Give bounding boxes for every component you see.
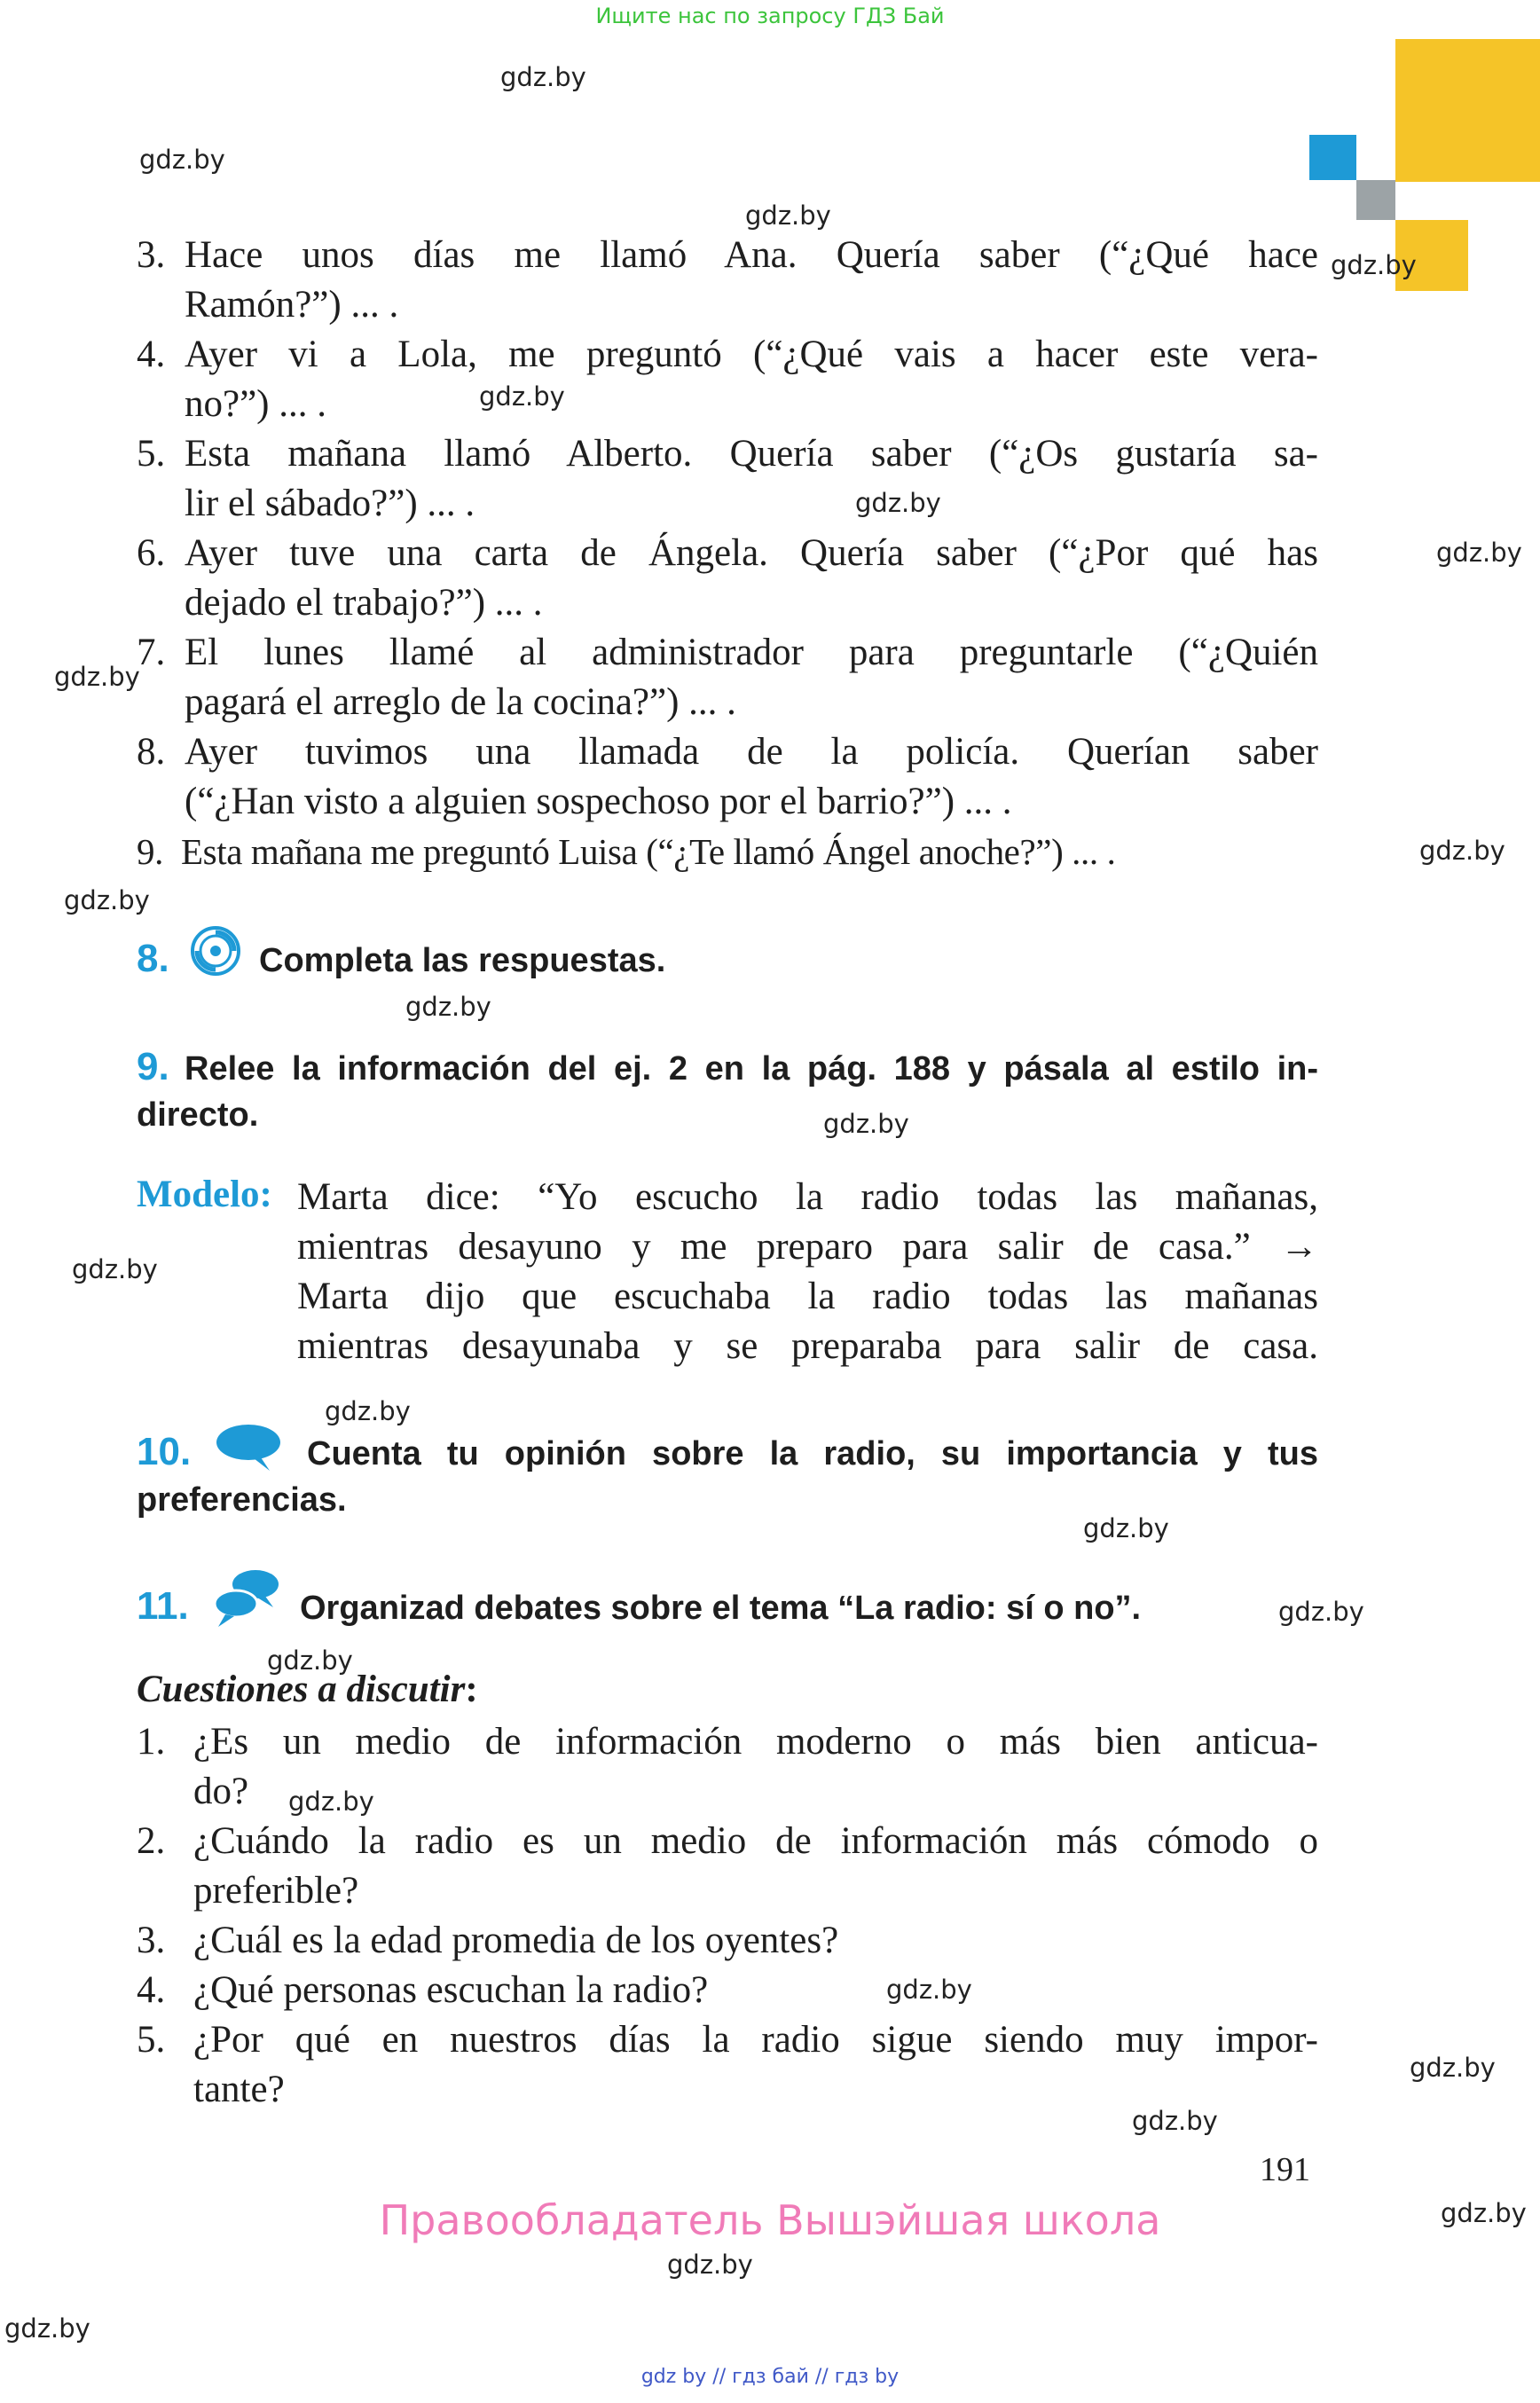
footer-links[interactable]: gdz by // гдз бай // гдз by <box>640 2366 900 2388</box>
modelo-line: mientras desayuno y me preparo para salir de casa.” → <box>297 1226 1318 1268</box>
question-number: 5. <box>137 2019 166 2061</box>
question-text: ¿Es un medio de información moderno o más bien anticua- <box>193 1721 1318 1763</box>
list-item-number: 9. <box>137 831 163 872</box>
list-item-line <box>137 429 1318 479</box>
list-item-text: dejado el trabajo?”) ... . <box>185 582 543 624</box>
watermark: gdz.by <box>1132 2106 1218 2136</box>
exercise-10-instruction-line: preferencias. <box>137 1481 347 1519</box>
list-item-text: El lunes llamé al administrador para preguntarle (“¿Quién <box>185 632 1318 673</box>
question-text: tante? <box>193 2069 285 2110</box>
modelo-label: Modelo: <box>137 1174 272 1215</box>
list-item-text: Esta mañana llamó Alberto. Quería saber (“¿Os gustaría sa- <box>185 433 1318 475</box>
corner-square-yellow-large <box>1395 39 1540 182</box>
list-item-line <box>137 727 1318 777</box>
list-item-number: 7. <box>137 632 166 673</box>
watermark: gdz.by <box>1331 250 1417 280</box>
discussion-questions-title <box>137 1668 478 1711</box>
corner-square-gray <box>1356 180 1395 220</box>
watermark: gdz.by <box>1083 1513 1169 1543</box>
corner-square-blue <box>1309 135 1356 180</box>
exercise-9-instruction-line: directo. <box>137 1096 259 1134</box>
watermark: gdz.by <box>479 381 565 412</box>
speech-bubble-icon <box>215 1423 282 1472</box>
watermark: gdz.by <box>267 1645 353 1676</box>
exercise-9-instruction-line: Relee la información del ej. 2 en la pág. 188 y pásala al estilo in- <box>185 1050 1318 1088</box>
watermark: gdz.by <box>855 488 941 518</box>
watermark: gdz.by <box>139 145 225 175</box>
question-text: ¿Cuál es la edad promedia de los oyentes? <box>193 1920 839 1961</box>
list-item-number: 8. <box>137 731 166 773</box>
watermark: gdz.by <box>823 1109 909 1139</box>
question-number: 3. <box>137 1920 166 1961</box>
exercise-8-instruction: Completa las respuestas. <box>259 942 666 979</box>
list-item-line <box>137 529 1318 578</box>
exercise-8-number: 8. <box>137 937 169 980</box>
watermark: gdz.by <box>1410 2053 1496 2083</box>
top-banner: Ищите нас по запросу ГДЗ Бай <box>595 4 945 28</box>
watermark: gdz.by <box>64 885 150 915</box>
list-item-line <box>137 231 1318 280</box>
watermark: gdz.by <box>72 1254 158 1284</box>
question-text: ¿Cuándo la radio es un medio de información más cómodo o <box>193 1820 1318 1862</box>
question-text: ¿Qué personas escuchan la radio? <box>193 1969 709 2011</box>
list-item-text: Ramón?”) ... . <box>185 284 399 326</box>
list-item-text: Ayer tuve una carta de Ángela. Quería saber (“¿Por qué has <box>185 532 1318 574</box>
exercise-11-instruction: Organizad debates sobre el tema “La radio: sí o no”. <box>300 1590 1142 1627</box>
exercise-10-instruction-line: Cuenta tu opinión sobre la radio, su importancia y tus <box>307 1435 1318 1472</box>
list-item-text: Esta mañana me preguntó Luisa (“¿Te llamó Ángel anoche?”) ... . <box>181 831 1116 872</box>
watermark: gdz.by <box>500 62 586 92</box>
list-item-text: Ayer vi a Lola, me preguntó (“¿Qué vais a hacer este vera- <box>185 334 1318 375</box>
watermark: gdz.by <box>54 662 140 692</box>
list-item-text: Hace unos días me llamó Ana. Quería saber (“¿Qué hace <box>185 234 1318 276</box>
list-item-text: Ayer tuvimos una llamada de la policía. Querían saber <box>185 731 1318 773</box>
page-number: 191 <box>1260 2151 1310 2188</box>
rights-holder: Правообладатель Вышэйшая школа <box>379 2196 1161 2244</box>
modelo-line: mientras desayunaba y se preparaba para salir de casa. <box>297 1325 1318 1367</box>
modelo-line: Marta dijo que escuchaba la radio todas las mañanas <box>297 1276 1318 1317</box>
question-text: do? <box>193 1771 249 1812</box>
list-item-text: lir el sábado?”) ... . <box>185 483 475 524</box>
watermark: gdz.by <box>1436 538 1522 568</box>
list-item-number: 4. <box>137 334 166 375</box>
question-number: 4. <box>137 1969 166 2011</box>
question-number: 1. <box>137 1721 166 1763</box>
list-item-text: (“¿Han visto a alguien sospechoso por el barrio?”) ... . <box>185 781 1012 822</box>
watermark: gdz.by <box>405 992 491 1022</box>
cd-audio-icon[interactable] <box>190 925 241 977</box>
watermark: gdz.by <box>1278 1597 1364 1627</box>
list-item-number: 3. <box>137 234 166 276</box>
discussion-questions-title-text: Cuestiones a discutir <box>137 1669 466 1710</box>
modelo-line: Marta dice: “Yo escucho la radio todas las mañanas, <box>297 1176 1318 1218</box>
watermark: gdz.by <box>1441 2198 1527 2228</box>
watermark: gdz.by <box>667 2250 753 2280</box>
watermark: gdz.by <box>4 2313 90 2344</box>
list-item-line <box>137 827 1318 876</box>
watermark: gdz.by <box>886 1975 972 2005</box>
list-item-number: 6. <box>137 532 166 574</box>
list-item-line <box>137 330 1318 380</box>
watermark: gdz.by <box>1419 836 1505 866</box>
exercise-9-number: 9. <box>137 1045 169 1088</box>
group-discussion-icon <box>213 1567 280 1630</box>
watermark: gdz.by <box>288 1787 374 1817</box>
discussion-questions-title-colon: : <box>465 1669 478 1710</box>
question-number: 2. <box>137 1820 166 1862</box>
list-item-text: pagará el arreglo de la cocina?”) ... . <box>185 681 736 723</box>
watermark: gdz.by <box>745 200 831 231</box>
exercise-11-number: 11. <box>137 1584 189 1628</box>
list-item-text: no?”) ... . <box>185 383 326 425</box>
watermark: gdz.by <box>325 1396 411 1426</box>
question-text: ¿Por qué en nuestros días la radio sigue siendo muy impor- <box>193 2019 1318 2061</box>
list-item-line <box>137 628 1318 678</box>
exercise-10-number: 10. <box>137 1430 192 1473</box>
list-item-number: 5. <box>137 433 166 475</box>
question-text: preferible? <box>193 1870 359 1912</box>
